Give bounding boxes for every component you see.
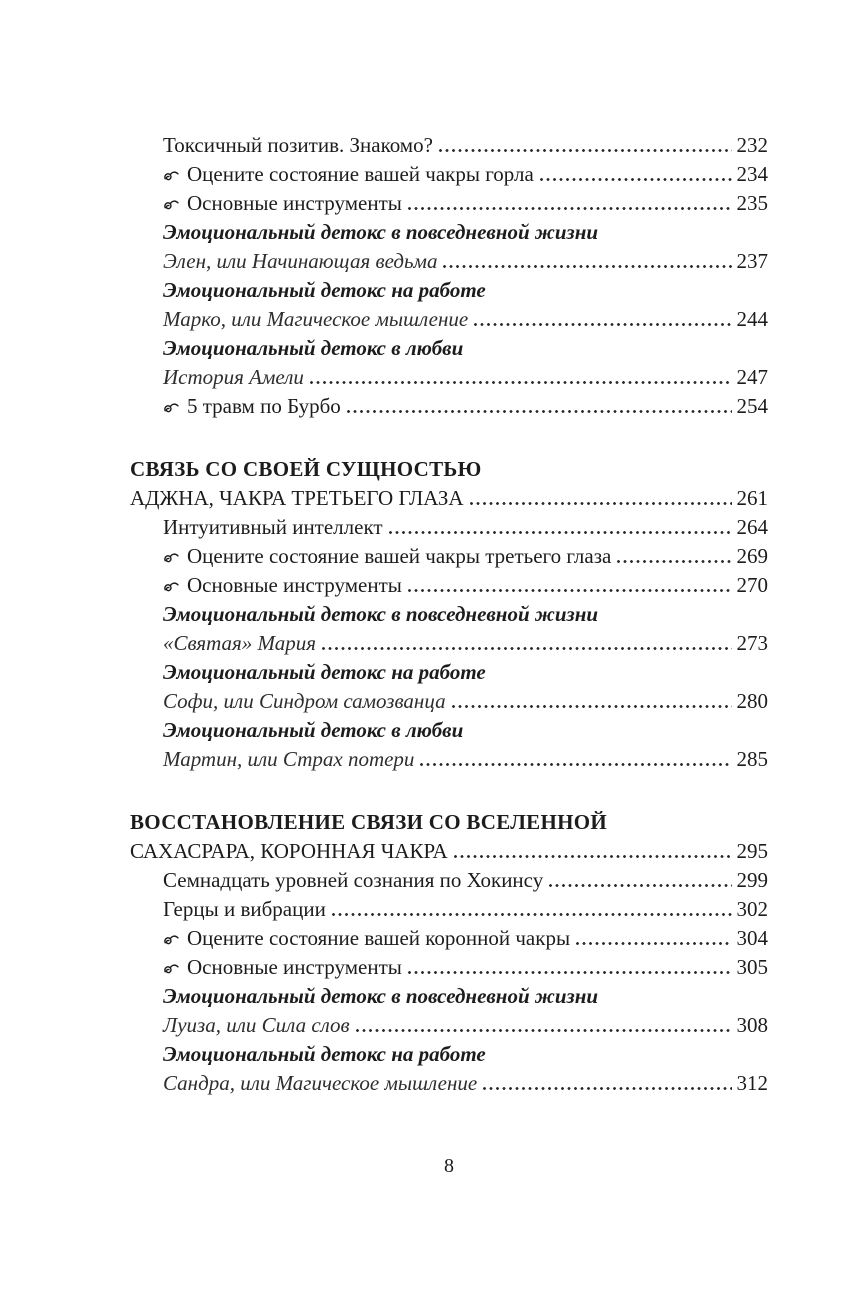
toc-sub-entry bbox=[130, 392, 768, 421]
toc-italic-entry bbox=[130, 305, 768, 334]
toc-italic-entry bbox=[130, 363, 768, 392]
page-number-footer: 8 bbox=[444, 1155, 454, 1177]
entry-page-number: 270 bbox=[736, 573, 768, 597]
entry-title: История Амели bbox=[163, 365, 304, 389]
toc-italic-subhead bbox=[130, 276, 768, 305]
entry-page-number: 237 bbox=[736, 249, 768, 273]
toc-sub-entry bbox=[130, 160, 768, 189]
entry-title: Эмоциональный детокс в любви bbox=[163, 718, 464, 742]
dot-leader bbox=[408, 971, 732, 974]
dot-leader bbox=[408, 589, 732, 592]
entry-page-number: 269 bbox=[736, 544, 768, 568]
entry-title: Эмоциональный детокс на работе bbox=[163, 278, 486, 302]
entry-title: САХАСРАРА, КОРОННАЯ ЧАКРА bbox=[130, 839, 448, 863]
hedera-flourish-icon bbox=[163, 572, 180, 601]
toc-sub-entry bbox=[130, 189, 768, 218]
entry-title: Эмоциональный детокс в повседневной жизни bbox=[163, 984, 599, 1008]
toc-sub-entry bbox=[130, 895, 768, 924]
hedera-flourish-icon bbox=[163, 190, 180, 219]
toc-italic-entry bbox=[130, 247, 768, 276]
toc-italic-subhead bbox=[130, 334, 768, 363]
entry-title: СВЯЗЬ СО СВОЕЙ СУЩНОСТЬЮ bbox=[130, 457, 482, 481]
toc-italic-entry bbox=[130, 1011, 768, 1040]
entry-title: Софи, или Синдром самозванца bbox=[163, 689, 446, 713]
toc-italic-entry bbox=[130, 687, 768, 716]
entry-page-number: 232 bbox=[736, 133, 768, 157]
dot-leader bbox=[540, 178, 732, 181]
entry-title: 5 травм по Бурбо bbox=[187, 394, 341, 418]
entry-title: Интуитивный интеллект bbox=[163, 515, 383, 539]
entry-page-number: 302 bbox=[736, 897, 768, 921]
toc-list bbox=[130, 131, 768, 1098]
entry-title: Марко, или Магическое мышление bbox=[163, 307, 469, 331]
toc-italic-subhead bbox=[130, 218, 768, 247]
dot-leader bbox=[347, 410, 732, 413]
hedera-flourish-icon bbox=[163, 161, 180, 190]
entry-page-number: 235 bbox=[736, 191, 768, 215]
entry-page-number: 285 bbox=[736, 747, 768, 771]
entry-title: Семнадцать уровней сознания по Хокинсу bbox=[163, 868, 544, 892]
dot-leader bbox=[408, 207, 732, 210]
hedera-flourish-icon bbox=[163, 954, 180, 983]
entry-page-number: 261 bbox=[736, 486, 768, 510]
toc-italic-subhead bbox=[130, 982, 768, 1011]
entry-title: Основные инструменты bbox=[187, 191, 402, 215]
dot-leader bbox=[389, 531, 732, 534]
dot-leader bbox=[310, 381, 732, 384]
entry-title: Эмоциональный детокс в повседневной жизни bbox=[163, 602, 599, 626]
toc-chapter-title bbox=[130, 484, 768, 513]
hedera-flourish-icon bbox=[163, 925, 180, 954]
dot-leader bbox=[483, 1087, 731, 1090]
toc-section bbox=[130, 808, 768, 1098]
entry-title: Оцените состояние вашей чакры третьего глаза bbox=[187, 544, 612, 568]
entry-title: Основные инструменты bbox=[187, 573, 402, 597]
dot-leader bbox=[454, 855, 732, 858]
toc-italic-subhead bbox=[130, 1040, 768, 1069]
entry-title: Сандра, или Магическое мышление bbox=[163, 1071, 478, 1095]
entry-title: АДЖНА, ЧАКРА ТРЕТЬЕГО ГЛАЗА bbox=[130, 486, 464, 510]
toc-italic-subhead bbox=[130, 658, 768, 687]
toc-sub-entry bbox=[130, 571, 768, 600]
entry-title: Оцените состояние вашей коронной чакры bbox=[187, 926, 571, 950]
entry-title: Эмоциональный детокс на работе bbox=[163, 1042, 486, 1066]
entry-title: Оцените состояние вашей чакры горла bbox=[187, 162, 534, 186]
entry-title: Основные инструменты bbox=[187, 955, 402, 979]
toc-sub-entry bbox=[130, 513, 768, 542]
entry-title: Эмоциональный детокс в повседневной жизни bbox=[163, 220, 599, 244]
toc-italic-entry bbox=[130, 1069, 768, 1098]
toc-italic-subhead bbox=[130, 600, 768, 629]
entry-title: Эмоциональный детокс на работе bbox=[163, 660, 486, 684]
toc-part-title bbox=[130, 455, 768, 484]
dot-leader bbox=[576, 942, 731, 945]
toc-italic-entry bbox=[130, 745, 768, 774]
dot-leader bbox=[439, 149, 732, 152]
dot-leader bbox=[470, 502, 732, 505]
entry-page-number: 264 bbox=[736, 515, 768, 539]
dot-leader bbox=[420, 763, 731, 766]
entry-title: Элен, или Начинающая ведьма bbox=[163, 249, 438, 273]
toc-section bbox=[130, 131, 768, 421]
toc-italic-subhead bbox=[130, 716, 768, 745]
entry-title: «Святая» Мария bbox=[163, 631, 316, 655]
entry-title: Мартин, или Страх потери bbox=[163, 747, 415, 771]
hedera-flourish-icon bbox=[163, 543, 180, 572]
entry-page-number: 273 bbox=[736, 631, 768, 655]
dot-leader bbox=[474, 323, 731, 326]
toc-part-title bbox=[130, 808, 768, 837]
entry-page-number: 304 bbox=[736, 926, 768, 950]
entry-page-number: 254 bbox=[736, 394, 768, 418]
toc-chapter-title bbox=[130, 837, 768, 866]
entry-title: Эмоциональный детокс в любви bbox=[163, 336, 464, 360]
toc-sub-entry bbox=[130, 866, 768, 895]
entry-title: ВОССТАНОВЛЕНИЕ СВЯЗИ СО ВСЕЛЕННОЙ bbox=[130, 810, 608, 834]
dot-leader bbox=[452, 705, 732, 708]
dot-leader bbox=[549, 884, 731, 887]
entry-page-number: 305 bbox=[736, 955, 768, 979]
entry-title: Герцы и вибрации bbox=[163, 897, 326, 921]
entry-title: Токсичный позитив. Знакомо? bbox=[163, 133, 433, 157]
entry-page-number: 247 bbox=[736, 365, 768, 389]
toc-sub-entry bbox=[130, 953, 768, 982]
dot-leader bbox=[332, 913, 732, 916]
toc-sub-entry bbox=[130, 924, 768, 953]
entry-page-number: 295 bbox=[736, 839, 768, 863]
dot-leader bbox=[617, 560, 731, 563]
entry-page-number: 299 bbox=[736, 868, 768, 892]
entry-page-number: 280 bbox=[736, 689, 768, 713]
entry-page-number: 308 bbox=[736, 1013, 768, 1037]
dot-leader bbox=[322, 647, 732, 650]
entry-page-number: 244 bbox=[736, 307, 768, 331]
toc-italic-entry bbox=[130, 629, 768, 658]
dot-leader bbox=[443, 265, 731, 268]
toc-sub-entry bbox=[130, 131, 768, 160]
hedera-flourish-icon bbox=[163, 393, 180, 422]
toc-section bbox=[130, 455, 768, 774]
entry-page-number: 312 bbox=[736, 1071, 768, 1095]
entry-title: Луиза, или Сила слов bbox=[163, 1013, 350, 1037]
dot-leader bbox=[356, 1029, 732, 1032]
toc-sub-entry bbox=[130, 542, 768, 571]
entry-page-number: 234 bbox=[736, 162, 768, 186]
